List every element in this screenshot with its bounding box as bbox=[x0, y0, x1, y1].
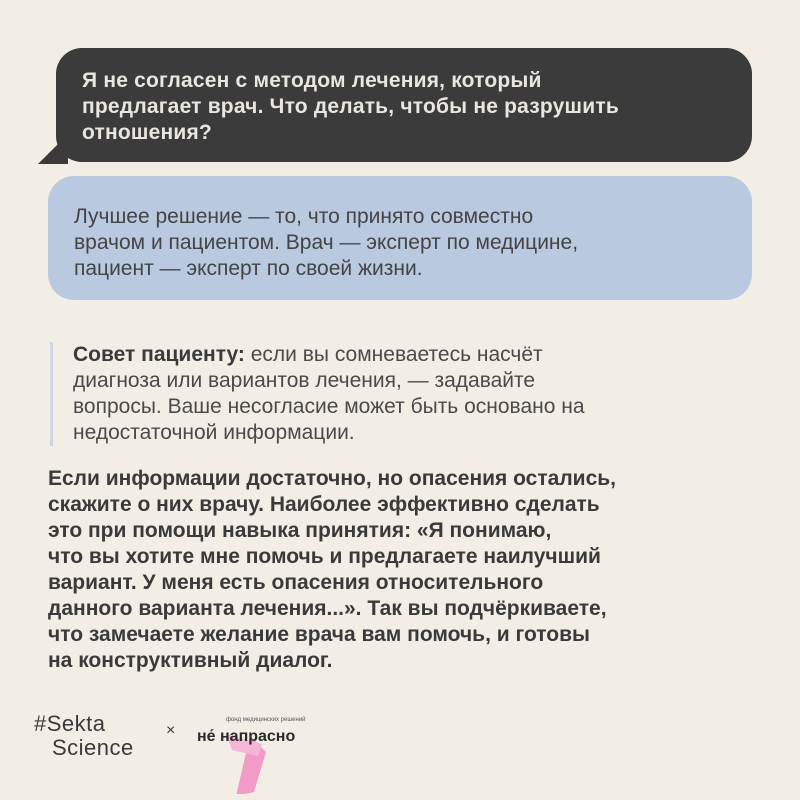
advice-line bbox=[73, 342, 753, 368]
advice-quote bbox=[50, 342, 753, 446]
advice-line-rest: если вы сомневаетесь насчёт bbox=[244, 343, 543, 366]
question-line: Я не согласен с методом лечения, который bbox=[82, 69, 542, 92]
answer-text bbox=[74, 204, 712, 282]
question-bubble-tail bbox=[38, 134, 68, 164]
ne-logo-title: не́ напрасно bbox=[197, 728, 296, 745]
question-line: предлагает врач. Что делать, чтобы не разрушить bbox=[82, 95, 619, 118]
sekta-logo-line1: #Sekta bbox=[34, 711, 106, 736]
advice-line: диагноза или вариантов лечения, — задавайте bbox=[73, 369, 536, 392]
question-bubble bbox=[56, 48, 752, 162]
answer-line: врачом и пациентом. Врач — эксперт по медицине, bbox=[74, 231, 579, 254]
question-text bbox=[82, 68, 722, 146]
answer-line: пациент — эксперт по своей жизни. bbox=[74, 257, 423, 280]
answer-bubble bbox=[48, 176, 752, 300]
times-sign: × bbox=[166, 722, 176, 739]
body-line: данного варианта лечения...». Так вы подчёркиваете, bbox=[48, 597, 607, 620]
body-line: скажите о них врачу. Наиболее эффективно сделать bbox=[48, 493, 600, 516]
ne-logo-subtitle: фонд медицинских решений bbox=[226, 717, 306, 723]
advice-line: недостаточной информации. bbox=[73, 421, 355, 444]
question-line: отношения? bbox=[82, 121, 212, 144]
body-line: что замечаете желание врача вам помочь, и готовы bbox=[48, 623, 590, 646]
advice-line: вопросы. Ваше несогласие может быть основано на bbox=[73, 395, 585, 418]
body-line: вариант. У меня есть опасения относительного bbox=[48, 571, 544, 594]
answer-line: Лучшее решение — то, что принято совместно bbox=[74, 205, 534, 228]
sekta-science-logo bbox=[34, 712, 164, 762]
pink-brush-icon bbox=[192, 714, 332, 794]
body-paragraph bbox=[48, 466, 758, 674]
sekta-logo-line2: Science bbox=[52, 735, 134, 760]
body-line: это при помощи навыка принятия: «Я понимаю, bbox=[48, 519, 552, 542]
body-line: на конструктивный диалог. bbox=[48, 649, 333, 672]
advice-lead: Совет пациенту: bbox=[73, 343, 245, 366]
ne-naprasno-logo bbox=[192, 714, 332, 794]
body-line: Если информации достаточно, но опасения остались, bbox=[48, 467, 616, 490]
body-line: что вы хотите мне помочь и предлагаете наилучший bbox=[48, 545, 601, 568]
